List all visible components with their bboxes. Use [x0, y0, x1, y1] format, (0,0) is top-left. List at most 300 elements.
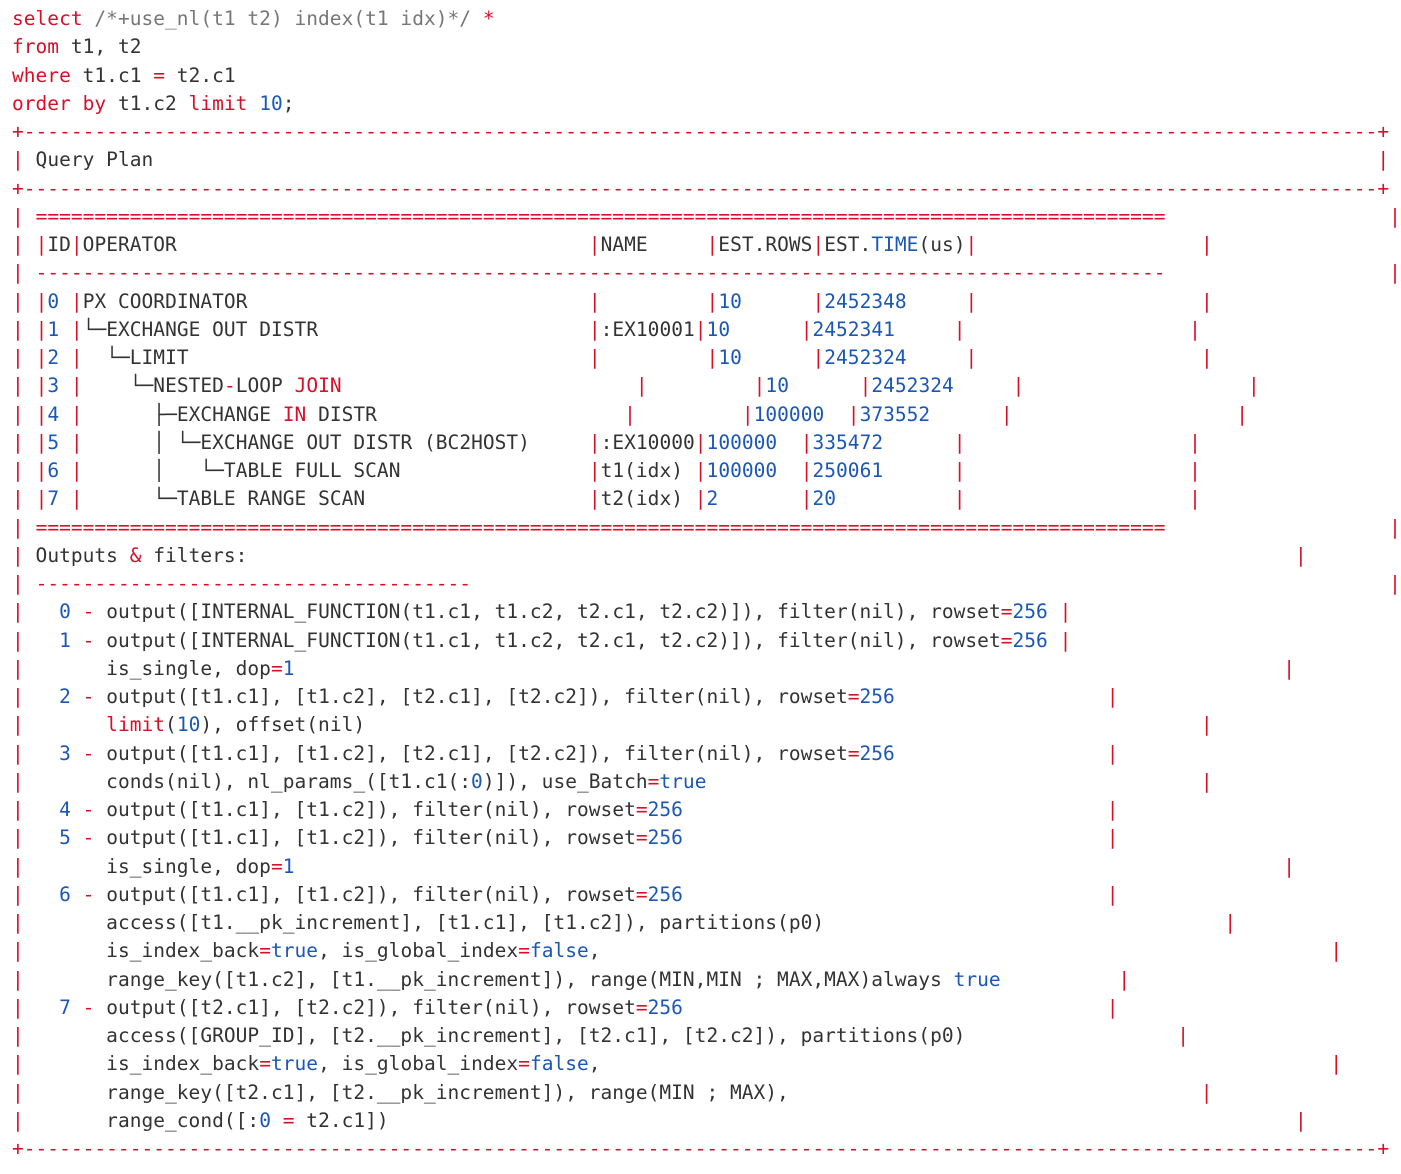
code-line	[12, 485, 1401, 513]
code-token: |	[741, 402, 754, 426]
code-token	[24, 318, 36, 341]
code-token: *	[482, 7, 495, 30]
code-token: 2452324	[871, 374, 954, 398]
code-token: 256	[859, 741, 895, 765]
code-token: ,	[588, 939, 1331, 963]
code-token: conds(nil), nl_params_([t1.c1(:	[23, 769, 472, 793]
code-token: 10	[718, 346, 742, 369]
code-token: |	[953, 487, 966, 511]
code-token: filters:	[141, 543, 1295, 567]
code-line	[12, 768, 1401, 796]
code-token	[59, 318, 71, 341]
code-token: )]), use_Batch	[482, 769, 648, 793]
code-token: |	[12, 798, 24, 821]
code-token: |	[694, 317, 707, 341]
code-token: true	[270, 1052, 319, 1076]
code-token: =	[635, 995, 648, 1019]
code-token: 335472	[812, 430, 884, 454]
code-token	[59, 403, 71, 426]
code-token	[83, 7, 95, 30]
code-token	[24, 487, 36, 510]
code-token: |	[1283, 656, 1295, 680]
code-token: |	[12, 261, 24, 285]
code-token: ================================================================================================	[35, 515, 1166, 539]
code-token: :EX10000	[600, 430, 695, 454]
code-token: t1(idx)	[600, 459, 695, 482]
code-token: ;	[282, 91, 295, 115]
code-token	[930, 403, 1001, 426]
code-token: |	[1118, 967, 1131, 991]
code-token	[71, 883, 83, 906]
code-token: =	[635, 826, 648, 850]
code-token: 10	[718, 289, 742, 313]
code-token	[59, 459, 71, 482]
code-token: PX COORDINATOR	[82, 289, 589, 313]
code-token	[742, 290, 813, 313]
code-token: |	[35, 487, 48, 511]
code-token: |	[1294, 543, 1307, 567]
code-token: |	[12, 826, 24, 850]
code-token: 1	[282, 854, 295, 878]
code-token: false	[529, 939, 589, 963]
code-token: |	[35, 374, 48, 398]
code-token: , is_global_index	[318, 1052, 519, 1076]
code-token: -	[82, 882, 95, 906]
code-token: 2452348	[824, 289, 907, 313]
code-token	[24, 403, 36, 426]
code-token: |	[694, 430, 707, 454]
code-token: |	[1189, 459, 1201, 482]
code-token	[683, 826, 1107, 849]
code-token: -	[223, 374, 236, 398]
code-token: false	[529, 1052, 589, 1076]
code-token: |	[70, 487, 83, 511]
code-token	[883, 431, 954, 454]
code-token: 3	[59, 741, 71, 765]
code-token	[1165, 516, 1389, 539]
code-token	[1001, 968, 1119, 991]
code-token: |	[1177, 1024, 1190, 1047]
code-token	[907, 346, 966, 369]
code-token: |	[12, 854, 24, 878]
code-token	[966, 431, 1190, 454]
code-line	[12, 740, 1401, 768]
code-token: output([t1.c1], [t1.c2]), filter(nil), rowset	[94, 798, 636, 821]
code-token: |	[70, 317, 83, 341]
code-token: =	[847, 741, 860, 765]
code-token: |	[12, 882, 24, 906]
code-token: 2	[47, 346, 60, 369]
code-token	[1048, 600, 1060, 623]
code-token: |	[588, 430, 601, 454]
code-line	[12, 203, 1401, 231]
code-token	[895, 742, 1107, 765]
code-token: |	[1189, 430, 1201, 454]
code-token: output([t1.c1], [t1.c2]), filter(nil), rowset	[94, 882, 636, 906]
code-token	[730, 318, 801, 341]
code-line	[12, 655, 1401, 683]
code-token	[342, 374, 636, 397]
code-token	[24, 233, 36, 256]
code-token: output([t1.c1], [t1.c2], [t2.c1], [t2.c2]), filter(nil), rowset	[94, 741, 848, 765]
code-line	[12, 344, 1401, 372]
code-token: 7	[59, 995, 71, 1019]
code-line	[12, 90, 1401, 118]
code-token: EST.ROWS	[718, 233, 813, 256]
code-token: EST.	[824, 233, 872, 256]
code-token: |	[1294, 1108, 1307, 1132]
code-token: ), offset(nil)	[200, 713, 1201, 737]
code-token: true	[659, 769, 707, 793]
code-token: 256	[647, 826, 683, 850]
code-token: 2452341	[812, 317, 895, 341]
code-token: 7	[47, 487, 60, 511]
code-token: 256	[647, 882, 683, 906]
code-token: 6	[59, 882, 71, 906]
code-token: |	[1059, 628, 1072, 652]
code-token	[24, 346, 36, 369]
code-token: (	[165, 713, 177, 737]
code-token	[24, 572, 36, 595]
code-token	[24, 742, 59, 765]
code-token: |	[1330, 939, 1343, 963]
code-token: ID	[47, 233, 71, 256]
code-token: |	[12, 487, 24, 511]
code-token: +-------------------------------------------------------------------------------------------------------------------+	[12, 120, 1390, 143]
code-token: |	[1389, 515, 1401, 539]
code-line	[12, 429, 1401, 457]
code-token	[24, 205, 36, 228]
code-line	[12, 146, 1401, 174]
code-token: |	[800, 459, 813, 482]
code-token: output([INTERNAL_FUNCTION(t1.c1, t1.c2, t2.c1, t2.c2)]), filter(nil), rowset	[94, 628, 1001, 652]
code-token: (us)	[918, 233, 966, 256]
code-token: |	[1106, 685, 1119, 708]
sql-explain-output	[12, 5, 1401, 1163]
code-token: 10	[765, 374, 789, 398]
code-token: is_index_back	[23, 1052, 260, 1076]
code-token	[601, 346, 707, 369]
code-token: |	[70, 289, 83, 313]
code-token: |	[1000, 402, 1013, 426]
code-token	[59, 346, 71, 369]
code-token: |	[12, 204, 24, 228]
code-line	[12, 1107, 1401, 1135]
code-token: |	[12, 543, 24, 567]
code-token	[295, 657, 1284, 680]
code-token: -	[82, 600, 95, 624]
code-token: 1	[282, 656, 295, 680]
code-token: |	[812, 289, 825, 313]
code-token	[1165, 261, 1389, 284]
code-line	[12, 514, 1401, 542]
code-token	[59, 374, 71, 397]
code-token: |	[12, 769, 24, 793]
code-line	[12, 711, 1401, 739]
code-token: -	[82, 741, 95, 765]
code-token: range_key([t2.c1], [t2.__pk_increment]), range(MIN ; MAX),	[23, 1080, 1201, 1104]
code-token: 0	[47, 289, 60, 313]
code-token: |	[12, 1052, 24, 1076]
code-token: is_single, dop	[23, 656, 271, 680]
code-token: 10	[706, 317, 731, 341]
code-token: |	[1059, 600, 1072, 624]
code-token	[966, 487, 1190, 510]
code-token: 0	[471, 769, 483, 793]
code-token: JOIN	[294, 374, 342, 398]
code-token: |	[70, 374, 83, 398]
code-token	[24, 629, 59, 652]
code-token: =	[635, 882, 648, 906]
code-token: NAME	[600, 233, 707, 256]
code-line	[12, 1050, 1401, 1078]
code-token: |	[12, 430, 24, 454]
code-line	[12, 231, 1401, 259]
code-token: |	[70, 430, 83, 454]
code-token: 0	[259, 1108, 271, 1132]
code-token: |	[965, 289, 978, 313]
code-token: is_single, dop	[23, 854, 271, 878]
code-token: =	[518, 1052, 530, 1076]
code-token: └─EXCHANGE OUT DISTR	[82, 317, 589, 341]
code-line	[12, 288, 1401, 316]
code-line	[12, 457, 1401, 485]
code-token: 256	[647, 798, 683, 821]
code-token	[71, 996, 83, 1019]
code-token	[683, 996, 1107, 1019]
code-token: true	[270, 939, 319, 963]
code-token	[977, 233, 1201, 256]
code-token	[24, 826, 59, 849]
code-token	[24, 685, 59, 708]
code-line	[12, 259, 1401, 287]
code-token	[966, 318, 1190, 341]
code-token: |	[12, 148, 24, 172]
code-token	[706, 770, 1200, 793]
code-line	[12, 316, 1401, 344]
code-token: └─LIMIT	[82, 346, 589, 369]
code-token: |	[588, 289, 601, 313]
code-token: IN	[282, 402, 307, 426]
code-token	[836, 487, 954, 510]
code-token: order by	[12, 91, 107, 115]
code-token: │ └─TABLE FULL SCAN	[82, 459, 589, 482]
code-token: |	[1389, 204, 1401, 228]
code-token: |	[12, 1024, 24, 1047]
code-token: |	[12, 685, 24, 708]
code-line	[12, 118, 1401, 146]
code-token: |	[800, 487, 813, 511]
code-token	[907, 290, 966, 313]
code-token	[718, 487, 800, 510]
code-token	[977, 346, 1201, 369]
code-token	[742, 346, 813, 369]
code-token	[71, 826, 83, 849]
code-token	[777, 459, 801, 482]
code-token: t1.c2	[106, 91, 189, 115]
code-token: |	[694, 459, 707, 482]
code-token	[24, 431, 36, 454]
code-token	[954, 374, 1013, 397]
code-token: |	[1236, 402, 1249, 426]
code-token: |	[847, 402, 860, 426]
code-token: |	[800, 317, 813, 341]
code-token: |	[70, 233, 83, 256]
code-token: Query Plan	[23, 148, 1378, 172]
code-token: t2.c1])	[294, 1108, 1295, 1132]
code-token: -	[82, 628, 95, 652]
code-token: |	[965, 346, 978, 369]
code-token: |	[12, 1108, 24, 1132]
code-token: t2(idx)	[600, 487, 695, 511]
code-token: 100000	[706, 459, 778, 482]
code-token: |	[12, 374, 24, 398]
code-token: |	[12, 289, 24, 313]
code-token: OPERATOR	[82, 233, 589, 256]
code-line	[12, 542, 1401, 570]
code-token: -	[82, 798, 95, 821]
code-token: ================================================================================================	[35, 204, 1166, 228]
code-token: |	[953, 317, 966, 341]
code-token: 5	[47, 430, 60, 454]
code-token: |	[1200, 289, 1213, 313]
code-token	[683, 883, 1107, 906]
code-token: access([t1.__pk_increment], [t1.c1], [t1.c2]), partitions(p0)	[23, 911, 1225, 934]
code-token: -	[82, 685, 95, 708]
code-token: 1	[47, 317, 60, 341]
code-token: +-------------------------------------------------------------------------------------------------------------------+	[12, 1137, 1390, 1160]
code-token	[895, 318, 954, 341]
code-line	[12, 1135, 1401, 1163]
code-token: t2.c1	[165, 63, 236, 87]
code-token: |	[1106, 882, 1119, 906]
code-token	[24, 459, 36, 482]
code-line	[12, 853, 1401, 881]
code-token: =	[1000, 600, 1013, 624]
code-token: 6	[47, 459, 60, 482]
code-token: output([t1.c1], [t1.c2]), filter(nil), rowset	[94, 826, 636, 850]
code-token: output([INTERNAL_FUNCTION(t1.c1, t1.c2, t2.c1, t2.c2)]), filter(nil), rowset	[94, 600, 1001, 624]
code-token: |	[12, 741, 24, 765]
code-token: |	[694, 487, 707, 511]
code-token: |	[12, 317, 24, 341]
code-token: select	[12, 7, 83, 30]
code-token: 250061	[812, 459, 884, 482]
code-token: 256	[1012, 628, 1048, 652]
code-token: =	[847, 685, 860, 708]
code-token: |	[812, 233, 825, 256]
code-token: |	[1389, 261, 1401, 285]
code-token: 2452324	[824, 346, 907, 369]
code-token: 256	[859, 685, 895, 708]
code-line	[12, 570, 1401, 598]
code-token: 10	[176, 713, 201, 737]
code-token: 2	[706, 487, 719, 511]
code-token: TIME	[871, 233, 919, 256]
code-token	[24, 996, 59, 1019]
code-token: 4	[59, 798, 71, 821]
code-token	[71, 742, 83, 765]
code-token: 4	[47, 402, 60, 426]
code-token: Outputs	[23, 543, 130, 567]
code-token: |	[70, 346, 83, 369]
code-token	[1048, 629, 1060, 652]
code-token: |	[859, 374, 872, 398]
code-token	[1013, 403, 1237, 426]
code-token: 5	[59, 826, 71, 850]
code-token	[71, 600, 83, 623]
code-token: |	[12, 515, 24, 539]
code-token: from	[12, 35, 60, 59]
code-token: |	[12, 967, 24, 991]
code-token: |	[588, 346, 601, 369]
code-token: range_key([t1.c2], [t1.__pk_increment]), range(MIN,MIN ; MAX,MAX)always	[23, 967, 954, 991]
code-token: |	[1200, 713, 1213, 737]
code-token: -	[82, 826, 95, 850]
code-token: =	[270, 854, 283, 878]
code-line	[12, 5, 1401, 33]
code-line	[12, 175, 1401, 203]
code-token: 3	[47, 374, 60, 398]
code-token: -	[82, 995, 95, 1019]
code-token: |	[1389, 572, 1401, 595]
code-token	[24, 374, 36, 397]
code-token	[883, 459, 954, 482]
code-line	[12, 1022, 1401, 1050]
code-token	[59, 487, 71, 510]
code-token: |	[953, 459, 966, 482]
code-token: =	[518, 939, 530, 963]
code-token: |	[706, 346, 719, 369]
code-token	[71, 798, 83, 821]
code-token: |	[12, 656, 24, 680]
code-token: |	[706, 289, 719, 313]
code-token: |	[1012, 374, 1025, 398]
code-token: |	[70, 402, 83, 426]
code-token: |	[1377, 148, 1390, 172]
code-line	[12, 966, 1401, 994]
code-token: =	[647, 769, 660, 793]
code-token: 100000	[753, 402, 825, 426]
code-token: |	[35, 289, 48, 313]
code-token: 0	[59, 600, 71, 624]
code-token	[24, 798, 59, 821]
code-token: |	[12, 911, 24, 934]
code-token: └─NESTED	[82, 374, 224, 398]
code-token: output([t1.c1], [t1.c2], [t2.c1], [t2.c2]), filter(nil), rowset	[94, 685, 848, 708]
code-token: :EX10001	[600, 317, 695, 341]
code-line	[12, 796, 1401, 824]
code-token	[271, 1109, 283, 1132]
code-token: |	[1106, 826, 1119, 850]
code-token: DISTR	[306, 402, 625, 426]
code-token	[636, 403, 742, 426]
code-token: |	[70, 459, 83, 482]
code-token: |	[812, 346, 825, 369]
code-token	[966, 459, 1190, 482]
code-token: -------------------------------------	[35, 572, 472, 595]
code-token: |	[12, 713, 24, 737]
code-token: access([GROUP_ID], [t2.__pk_increment], [t2.c1], [t2.c2]), partitions(p0)	[23, 1024, 1178, 1047]
code-token: |	[1106, 798, 1119, 821]
code-line	[12, 62, 1401, 90]
code-token: range_cond([:	[23, 1108, 260, 1132]
code-token: 373552	[859, 402, 931, 426]
code-token	[777, 431, 801, 454]
code-token: LOOP	[235, 374, 295, 398]
code-token	[24, 290, 36, 313]
code-token	[824, 403, 848, 426]
